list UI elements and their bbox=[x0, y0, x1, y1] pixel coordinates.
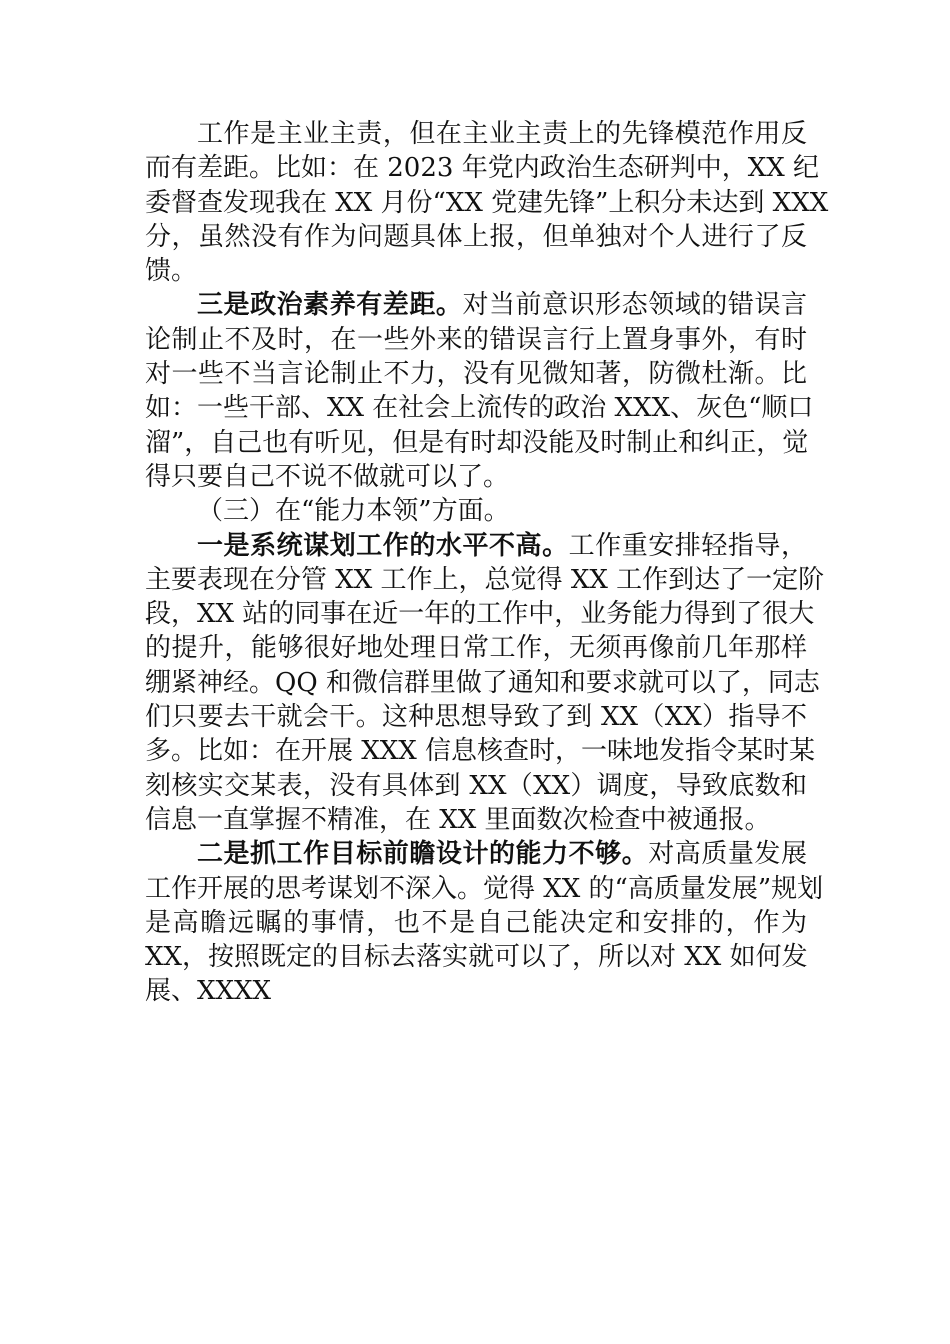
text-run: （三）在“能力本领”方面。 bbox=[197, 496, 510, 527]
text-run: 溜”，自己也有听见，但是有时却没能及时制止和纠正，觉 bbox=[145, 427, 809, 458]
bold-heading-run: 二是抓工作目标前瞻设计的能力不够。 bbox=[197, 839, 649, 870]
text-line bbox=[145, 494, 807, 528]
document-body bbox=[145, 117, 829, 1009]
paragraph bbox=[145, 837, 824, 1008]
text-run: 工作开展的思考谋划不深入。觉得 XX 的“高质量发展”规划 bbox=[145, 873, 824, 904]
text-run: 得只要自己不说不做就可以了。 bbox=[145, 461, 510, 492]
text-line bbox=[145, 940, 807, 974]
bold-heading-run: 一是系统谋划工作的水平不高。 bbox=[197, 530, 569, 561]
text-run: 对高质量发展 bbox=[648, 839, 807, 870]
text-line bbox=[145, 803, 807, 837]
text-line bbox=[145, 666, 820, 700]
text-line bbox=[145, 323, 807, 357]
text-run: 是高瞻远瞩的事情，也不是自己能决定和安排的，作为 bbox=[145, 907, 807, 938]
text-line bbox=[145, 186, 829, 220]
text-run: 馈。 bbox=[145, 256, 198, 287]
text-run: 刻核实交某表，没有具体到 XX（XX）调度，导致底数和 bbox=[145, 770, 807, 801]
text-line bbox=[145, 254, 807, 288]
text-run: 信息一直掌握不精准，在 XX 里面数次检查中被通报。 bbox=[145, 804, 771, 835]
text-run: 展、XXXX bbox=[145, 976, 272, 1007]
text-run: 们只要去干就会干。这种思想导致了到 XX（XX）指导不 bbox=[145, 702, 807, 733]
bold-heading-run: 三是政治素养有差距。 bbox=[197, 290, 463, 321]
text-line bbox=[145, 391, 814, 425]
text-line bbox=[145, 426, 807, 460]
paragraph bbox=[145, 494, 807, 528]
text-run: 对当前意识形态领域的错误言 bbox=[462, 290, 807, 321]
text-run: 分，虽然没有作为问题具体上报，但单独对个人进行了反 bbox=[145, 221, 807, 252]
text-run: 主要表现在分管 XX 工作上，总觉得 XX 工作到达了一定阶 bbox=[145, 564, 825, 595]
text-line bbox=[145, 734, 816, 768]
text-line bbox=[145, 288, 807, 322]
text-line bbox=[145, 597, 815, 631]
text-run: 对一些不当言论制止不力，没有见微知著，防微杜渐。比 bbox=[145, 359, 807, 390]
text-run: 段，XX 站的同事在近一年的工作中，业务能力得到了很大 bbox=[145, 599, 815, 630]
text-line bbox=[145, 357, 807, 391]
text-line bbox=[145, 563, 825, 597]
text-run: 绷紧神经。QQ 和微信群里做了通知和要求就可以了，同志 bbox=[145, 667, 820, 698]
text-line bbox=[145, 631, 807, 665]
text-line bbox=[145, 220, 807, 254]
text-line bbox=[145, 151, 819, 185]
text-run: 委督查发现我在 XX 月份“XX 党建先锋”上积分未达到 XXX bbox=[145, 187, 829, 218]
text-run: 工作是主业主责，但在主业主责上的先锋模范作用反 bbox=[197, 119, 807, 149]
paragraph bbox=[145, 288, 814, 494]
text-run: 工作重安排轻指导， bbox=[568, 530, 807, 561]
text-line bbox=[145, 529, 807, 563]
text-run: 而有差距。比如：在 2023 年党内政治生态研判中，XX 纪 bbox=[145, 153, 819, 184]
paragraph bbox=[145, 529, 825, 838]
text-line bbox=[145, 906, 807, 940]
text-line bbox=[145, 974, 807, 1008]
text-line bbox=[145, 700, 807, 734]
text-run: 论制止不及时，在一些外来的错误言行上置身事外，有时 bbox=[145, 324, 807, 355]
text-run: 多。比如：在开展 XXX 信息核查时，一味地发指令某时某 bbox=[145, 736, 816, 767]
text-line bbox=[145, 460, 807, 494]
text-line bbox=[145, 872, 824, 906]
text-run: 如：一些干部、XX 在社会上流传的政治 XXX、灰色“顺口 bbox=[145, 393, 814, 424]
text-run: XX，按照既定的目标去落实就可以了，所以对 XX 如何发 bbox=[145, 942, 808, 973]
paragraph bbox=[145, 117, 829, 288]
text-line bbox=[145, 769, 807, 803]
text-line bbox=[145, 117, 807, 151]
text-line bbox=[145, 837, 807, 871]
text-run: 的提升，能够很好地处理日常工作，无须再像前几年那样 bbox=[145, 633, 807, 664]
